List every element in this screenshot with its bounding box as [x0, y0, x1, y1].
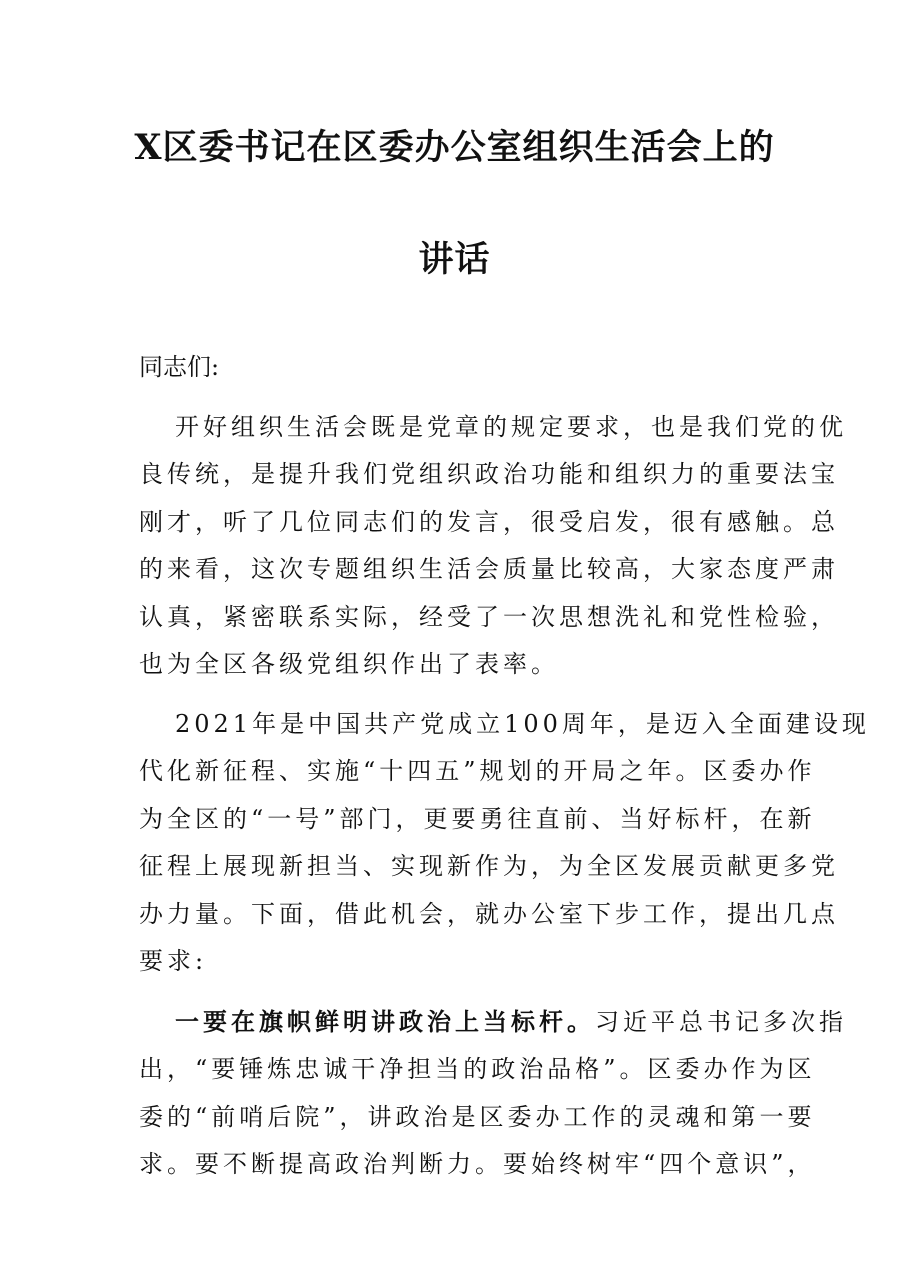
paragraph-line: 也为全区各级党组织作出了表率。: [139, 650, 559, 678]
paragraph-line: 要求:: [139, 947, 208, 975]
greeting: 同志们:: [139, 353, 220, 381]
document-title-line-1: X区委书记在区委办公室组织生活会上的: [134, 127, 775, 168]
paragraph-line: 征程上展现新担当、实现新作为，为全区发展贡献更多党: [139, 852, 839, 880]
paragraph-line: 良传统，是提升我们党组织政治功能和组织力的重要法宝: [139, 460, 839, 488]
paragraph-line: 为全区的“一号”部门，更要勇往直前、当好标杆，在新: [139, 804, 816, 833]
paragraph-line: 委的“前哨后院”，讲政治是区委办工作的灵魂和第一要: [139, 1102, 816, 1131]
document-body: [139, 344, 870, 1201]
paragraph-3: [139, 998, 847, 1189]
paragraph-line: 求。要不断提高政治判断力。要始终树牢“四个意识”，: [139, 1150, 816, 1178]
paragraph-1: [139, 404, 847, 689]
paragraph-line: 开好组织生活会既是党章的规定要求，也是我们党的优: [175, 412, 847, 441]
paragraph-line: 代化新征程、实施“十四五”规划的开局之年。区委办作: [139, 757, 816, 785]
paragraph-line: [139, 998, 847, 1047]
paragraph-line: 的来看，这次专题组织生活会质量比较高，大家态度严肃: [139, 555, 839, 583]
paragraph-line: 刚才，听了几位同志们的发言，很受启发，很有感触。总: [139, 507, 839, 536]
paragraph-line: 办力量。下面，借此机会，就办公室下步工作，提出几点: [139, 899, 839, 928]
paragraph-2: [139, 701, 870, 986]
document-title-line-2: 讲话: [418, 239, 491, 280]
section-heading: 一要在旗帜鲜明讲政治上当标杆。: [175, 1006, 595, 1036]
paragraph-line: 2021年是中国共产党成立100周年，是迈入全面建设现: [175, 709, 870, 738]
paragraph-line: 出，“要锤炼忠诚干净担当的政治品格”。区委办作为区: [139, 1055, 816, 1083]
paragraph-line: 认真，紧密联系实际，经受了一次思想洗礼和党性检验，: [139, 602, 839, 631]
paragraph-text: 习近平总书记多次指: [595, 1007, 847, 1036]
